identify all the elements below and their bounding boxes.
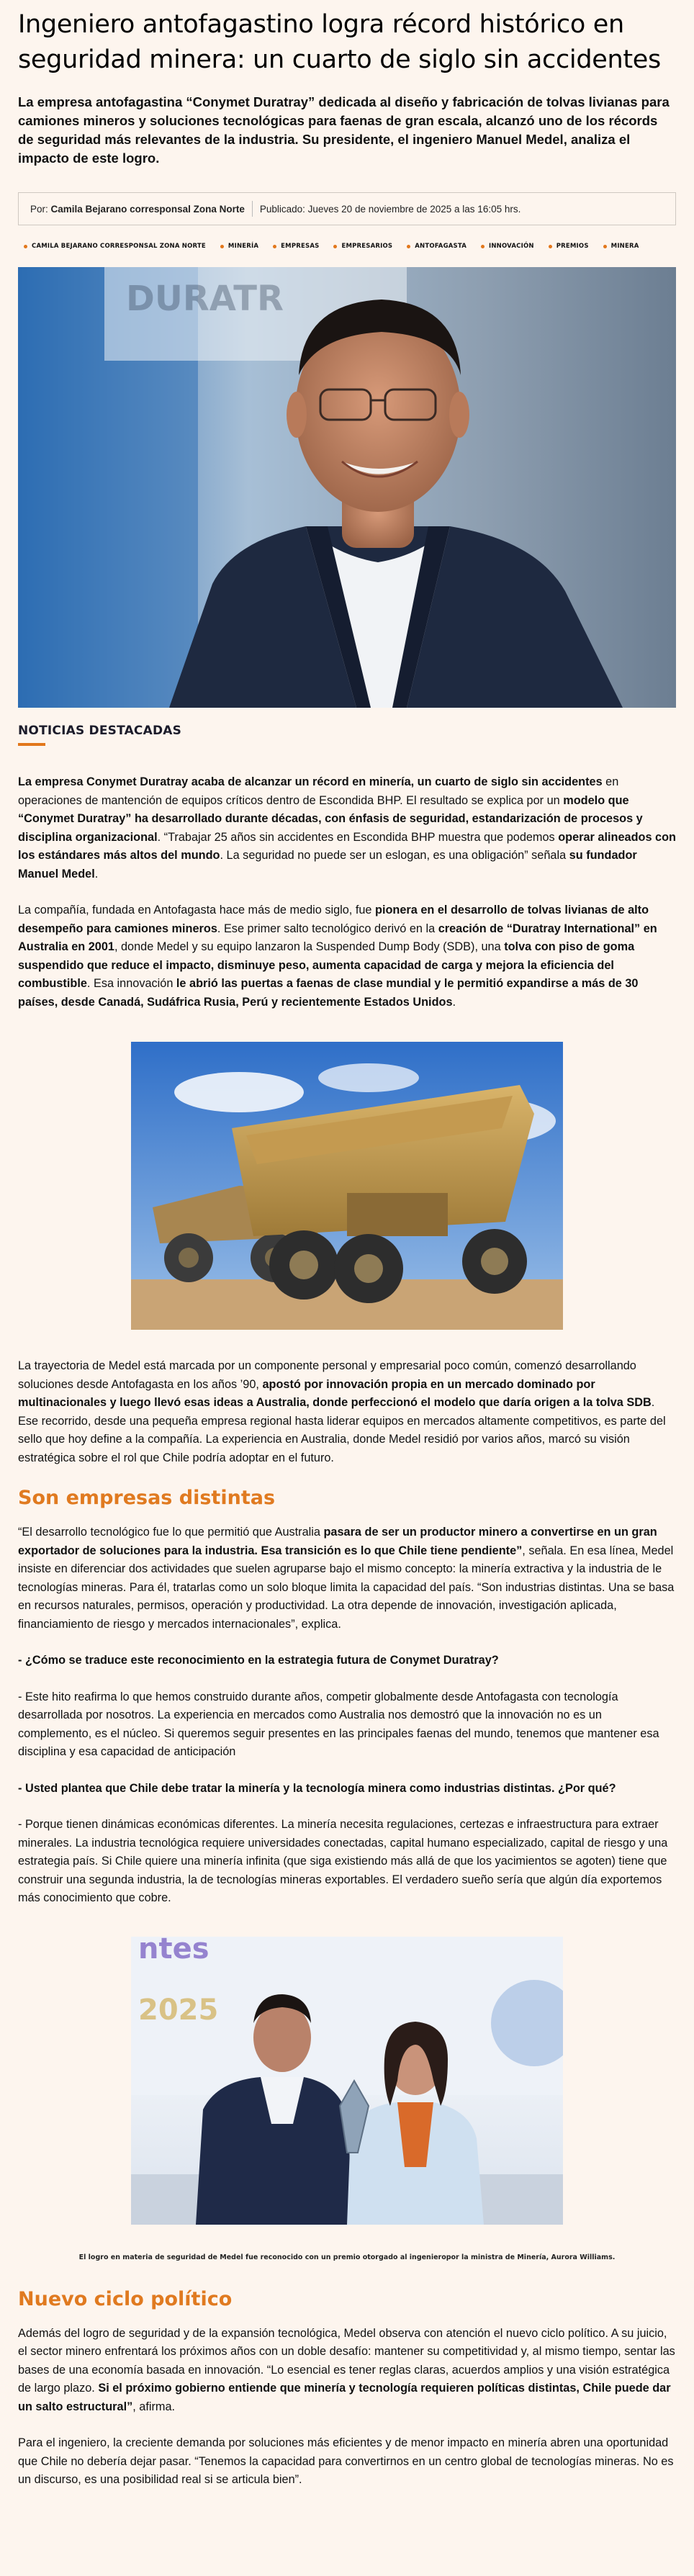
- bullet-icon: [333, 245, 337, 248]
- paragraph-1: La empresa Conymet Duratray acaba de alcanzar un récord en minería, un cuarto de siglo sin accidentes en operaciones de mantención de equipos críticos dentro de Escondida BHP. El resultado se explica por un modelo que “Conymet Duratray” ha desarrollado durante décadas, con énfasis de seguridad, estandarización de procesos y disciplina organizacional. “Trabajar 25 años sin accidentes en Escondida BHP muestra que podemos operar alineados con los estándares más altos del mundo. La seguridad no puede ser un eslogan, es una obligación” señala su fundador Manuel Medel.: [18, 775, 676, 881]
- section-label: NOTICIAS DESTACADAS: [18, 724, 182, 738]
- svg-text:DURATR: DURATR: [126, 279, 284, 319]
- bullet-icon: [24, 245, 27, 248]
- byline-box: [18, 192, 676, 225]
- question-1: - ¿Cómo se traduce este reconocimiento en la estrategia futura de Conymet Duratray?: [18, 1654, 499, 1667]
- tag-list: [18, 243, 676, 250]
- tag-item[interactable]: EMPRESAS: [273, 243, 319, 250]
- truck-illustration: [131, 1042, 563, 1330]
- byline-prefix: Por:: [30, 203, 48, 215]
- tag-item[interactable]: CAMILA BEJARANO CORRESPONSAL ZONA NORTE: [24, 243, 206, 250]
- award-illustration: [131, 1937, 563, 2225]
- byline-divider: [252, 201, 253, 217]
- answer-1: - Este hito reafirma lo que hemos construido durante años, competir globalmente desde Antofagasta con tecnología desarrollada por nosotros. La experiencia en mercados como Australia nos demostró que la innovación no es un complemento, es el núcleo. Si queremos seguir presentes en las principales faenas del mundo, tenemos que mantener esa disciplina y esa capacidad de anticipación: [18, 1690, 659, 1758]
- tag-item[interactable]: INNOVACIÓN: [481, 243, 534, 250]
- bullet-icon: [481, 245, 485, 248]
- paragraph-5: Además del logro de seguridad y de la expansión tecnológica, Medel observa con atención el nuevo ciclo político. A su juicio, el sector minero enfrentará los próximos años con un doble desafío: mantener su competitividad y, al mismo tiempo, sentar las bases de una economía basada en innovación. “Lo esencial es tener reglas claras, acuerdos amplios y una visión estratégica de largo plazo. Si el próximo gobierno entiende que minería y tecnología requieren políticas distintas, Chile puede dar un salto estructural”, afirma.: [18, 2326, 675, 2413]
- subheading-political-cycle: Nuevo ciclo político: [18, 2287, 233, 2310]
- article-title: Ingeniero antofagastino logra récord histórico en seguridad minera: un cuarto de siglo sin accidentes: [18, 10, 661, 74]
- tag-item[interactable]: MINERA: [603, 243, 639, 250]
- published-date: Publicado: Jueves 20 de noviembre de 2025 a las 16:05 hrs.: [259, 203, 521, 215]
- portrait-illustration: [18, 267, 676, 708]
- banner-year: 2025: [138, 1993, 219, 2027]
- truck-image: [131, 1042, 563, 1330]
- bullet-icon: [603, 245, 607, 248]
- bullet-icon: [220, 245, 224, 248]
- tag-item[interactable]: MINERÍA: [220, 243, 258, 250]
- image-caption: El logro en materia de seguridad de Medel fue reconocido con un premio otorgado al ingenieropor la ministra de Minería, Aurora Williams.: [78, 2253, 616, 2261]
- bullet-icon: [273, 245, 276, 248]
- paragraph-2: La compañía, fundada en Antofagasta hace más de medio siglo, fue pionera en el desarrollo de tolvas livianas de alto desempeño para camiones mineros. Ese primer salto tecnológico derivó en la creación de “Duratray International” en Australia en 2001, donde Medel y su equipo lanzaron la Suspended Dump Body (SDB), una tolva con piso de goma suspendido que reduce el impacto, disminuye peso, aumenta capacidad de carga y mejora la eficiencia del combustible. Esa innovación le abrió las puertas a faenas de clase mundial y le permitió expandirse a más de 30 países, desde Canadá, Sudáfrica Rusia, Perú y recientemente Estados Unidos.: [18, 904, 657, 1009]
- banner-text: ntes: [138, 1936, 209, 1965]
- section-underline: [18, 743, 45, 746]
- question-2: - Usted plantea que Chile debe tratar la minería y la tecnología minera como industrias distintas. ¿Por qué?: [18, 1781, 616, 1795]
- tag-item[interactable]: ANTOFAGASTA: [407, 243, 467, 250]
- answer-2: - Porque tienen dinámicas económicas diferentes. La minería necesita regulaciones, certezas e infraestructura para extraer minerales. La industria tecnológica requiere universidades conectadas, capital humano especializado, capital de riesgo y una estrategia país. Si Chile quiere una minería infinita (que siga existiendo más allá de que los yacimientos se agoten) tiene que construir una segunda industria, la de tecnologías mineras exportables. El verdadero sueño sería que algún día exportemos más conocimiento que cobre.: [18, 1818, 668, 1904]
- subheading-distinct-companies: Son empresas distintas: [18, 1487, 276, 1509]
- tag-item[interactable]: PREMIOS: [549, 243, 589, 250]
- hero-image: [18, 267, 676, 708]
- bullet-icon: [407, 245, 410, 248]
- paragraph-6: Para el ingeniero, la creciente demanda por soluciones más eficientes y de menor impacto en minería abren una oportunidad que Chile no debería dejar pasar. “Tenemos la capacidad para convertirnos en un centro global de tecnologías mineras. No es un discurso, es una posibilidad real si se articula bien”.: [18, 2436, 674, 2486]
- paragraph-3: La trayectoria de Medel está marcada por un componente personal y empresarial poco común, comenzó desarrollando soluciones desde Antofagasta en los años ’90, apostó por innovación propia en un mercado dominado por multinacionales y luego llevó esas ideas a Australia, donde perfeccionó el modelo que daría origen a la tolva SDB. Ese recorrido, desde una pequeña empresa regional hasta liderar equipos en mercados altamente competitivos, es parte del sello que hoy define a la compañía. La experiencia en Australia, donde Medel residió por varios años, marcó su visión estratégica sobre el rol que Chile podría adoptar en el futuro.: [18, 1359, 666, 1464]
- bullet-icon: [549, 245, 552, 248]
- article-lead: La empresa antofagastina “Conymet Duratray” dedicada al diseño y fabricación de tolvas livianas para camiones mineros y soluciones tecnológicas para faenas de gran escala, alcanzó uno de los récords de seguridad más relevantes de la industria. Su presidente, el ingeniero Manuel Medel, analiza el impacto de este logro.: [18, 94, 670, 166]
- tag-item[interactable]: EMPRESARIOS: [333, 243, 392, 250]
- author-link[interactable]: Camila Bejarano corresponsal Zona Norte: [50, 203, 245, 215]
- paragraph-4: “El desarrollo tecnológico fue lo que permitió que Australia pasara de ser un productor minero a convertirse en un gran exportador de soluciones para la industria. Esa transición es lo que Chile tiene pendiente”, señala. En esa línea, Medel insiste en diferenciar dos actividades que suelen agruparse bajo el mismo concepto: la minería extractiva y la industria de le tecnologías mineras. Para él, tratarlas como un solo bloque limita la capacidad del país. “Son industrias distintas. Una se basa en recursos naturales, permisos, operación y productividad. La otra depende de innovación, investigación aplicada, financiamiento de riesgo y mercados internacionales”, explica.: [18, 1526, 675, 1631]
- award-image: [131, 1937, 563, 2225]
